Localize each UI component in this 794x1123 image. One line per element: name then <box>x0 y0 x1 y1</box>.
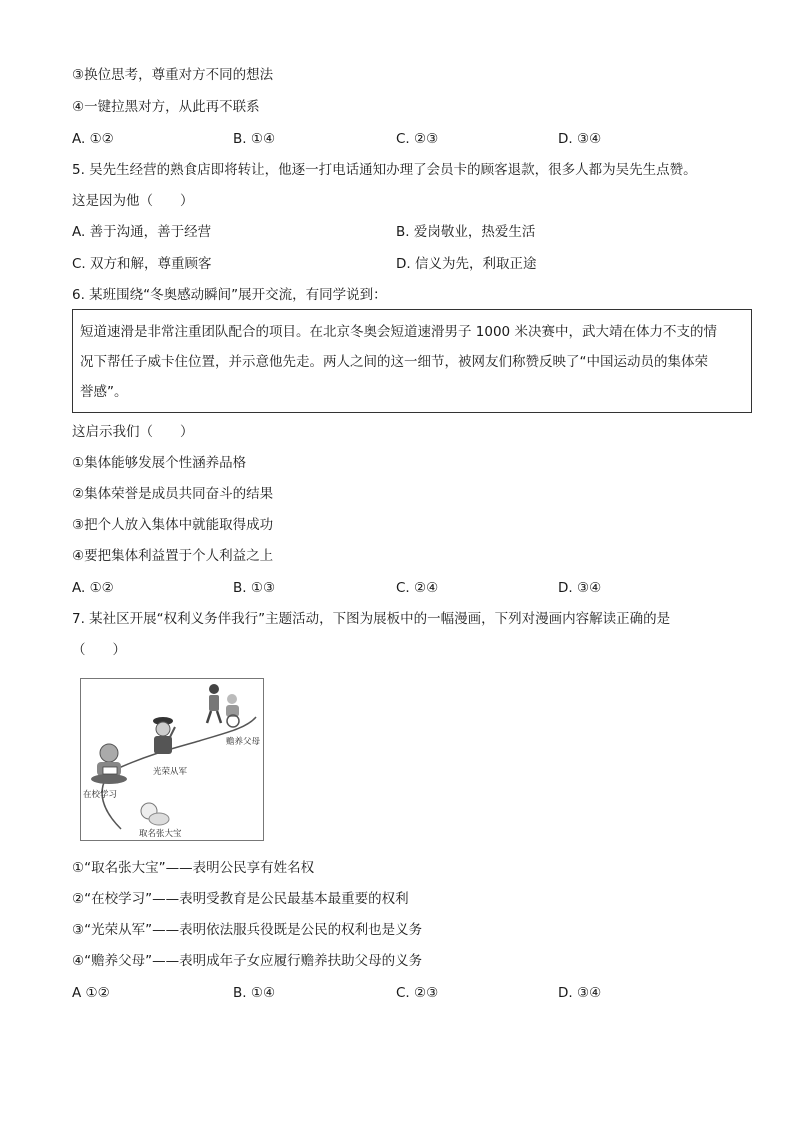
q6-material-box <box>72 309 752 413</box>
q7-item-3: ③“光荣从军”——表明依法服兵役既是公民的权利也是义务 <box>72 922 423 938</box>
caregiver-figure <box>207 684 221 723</box>
q7-stem-line2: （ ） <box>72 642 126 658</box>
q7-cartoon-figure <box>80 678 264 841</box>
q7-option-c: C. ②③ <box>396 985 439 1001</box>
q6-option-d: D. ③④ <box>558 580 602 596</box>
q7-option-a: A ①② <box>72 985 110 1001</box>
q6-item-3: ③把个人放入集体中就能取得成功 <box>72 517 274 533</box>
label-school-study: 在校学习 <box>83 790 118 800</box>
label-support-parents: 赡养父母 <box>226 737 261 747</box>
q7-item-2: ②“在校学习”——表明受教育是公民最基本最重要的权利 <box>72 891 409 907</box>
q5-option-a: A. 善于沟通，善于经营 <box>72 224 212 240</box>
q7-stem-line1: 7. 某社区开展“权利义务伴我行”主题活动，下图为展板中的一幅漫画，下列对漫画内容解读正确的是 <box>72 611 671 627</box>
q4-option-c: C. ②③ <box>396 131 439 147</box>
q6-option-c: C. ②④ <box>396 580 439 596</box>
q6-item-2: ②集体荣誉是成员共同奋斗的结果 <box>72 486 274 502</box>
q5-stem-line2: 这是因为他（ ） <box>72 193 194 209</box>
q6-item-1: ①集体能够发展个性涵养品格 <box>72 455 247 471</box>
student-figure <box>91 744 127 784</box>
q6-option-b: B. ①③ <box>233 580 276 596</box>
q7-item-4: ④“赡养父母”——表明成年子女应履行赡养扶助父母的义务 <box>72 953 423 969</box>
q6-stem: 6. 某班围绕“冬奥感动瞬间”展开交流，有同学说到： <box>72 287 387 303</box>
q6-material-line: 誉感”。 <box>80 384 128 400</box>
q4-option-d: D. ③④ <box>558 131 602 147</box>
q6-prompt: 这启示我们（ ） <box>72 424 194 440</box>
cartoon-illustration <box>81 679 265 842</box>
q5-stem-line1: 5. 吴先生经营的熟食店即将转让，他逐一打电话通知办理了会员卡的顾客退款，很多人都为吴先生点赞。 <box>72 162 697 178</box>
q4-option-b: B. ①④ <box>233 131 276 147</box>
q6-item-4: ④要把集体利益置于个人利益之上 <box>72 548 274 564</box>
q4-item-3: ③换位思考，尊重对方不同的想法 <box>72 67 274 83</box>
q7-option-b: B. ①④ <box>233 985 276 1001</box>
elderly-parent-figure <box>226 694 239 727</box>
label-join-army: 光荣从军 <box>153 767 188 777</box>
q6-material-line: 况下帮任子威卡住位置，并示意他先走。两人之间的这一细节，被网友们称赞反映了“中国运动员的集体荣 <box>80 354 708 370</box>
baby-figure <box>141 803 169 825</box>
q5-option-c: C. 双方和解，尊重顾客 <box>72 256 212 272</box>
q5-option-b: B. 爱岗敬业，热爱生活 <box>396 224 536 240</box>
q6-material-line: 短道速滑是非常注重团队配合的项目。在北京冬奥会短道速滑男子 1000 米决赛中，武大靖在体力不支的情 <box>80 324 717 340</box>
q6-option-a: A. ①② <box>72 580 114 596</box>
q7-option-d: D. ③④ <box>558 985 602 1001</box>
label-naming: 取名张大宝 <box>139 829 182 839</box>
q7-item-1: ①“取名张大宝”——表明公民享有姓名权 <box>72 860 315 876</box>
q4-item-4: ④一键拉黑对方，从此再不联系 <box>72 99 260 115</box>
q5-option-d: D. 信义为先，利取正途 <box>396 256 537 272</box>
soldier-figure <box>153 717 175 754</box>
q4-option-a: A. ①② <box>72 131 114 147</box>
